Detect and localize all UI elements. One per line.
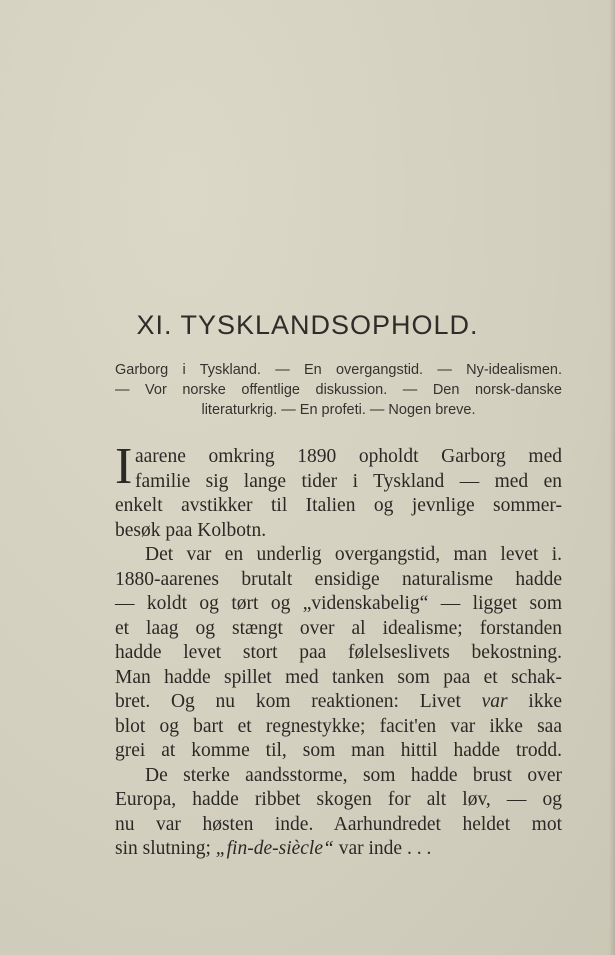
body-text-fragment: ikke	[528, 691, 562, 712]
body-text	[115, 445, 562, 862]
body-text-fragment: var inde . . .	[338, 838, 432, 859]
body-line: familie sig lange tider i Tyskland — med en	[135, 470, 562, 492]
body-line: et laag og stængt over al idealisme; forstanden	[115, 617, 562, 639]
body-line: Europa, hadde ribbet skogen for alt løv, — og	[115, 789, 562, 810]
summary-line: — Vor norske offentlige diskussion. — Den norsk-danske	[115, 382, 562, 398]
summary-line: literaturkrig. — En profeti. — Nogen breve.	[201, 402, 476, 418]
page-edge-shadow	[609, 0, 615, 955]
summary-line: Garborg i Tyskland. — En overgangstid. — Ny-idealismen.	[115, 362, 562, 378]
body-text-fragment: sin slutning;	[115, 838, 211, 859]
body-text-fragment: bret. Og nu kom reaktionen: Livet	[115, 691, 461, 712]
body-line: Det var en underlig overgangstid, man levet i.	[145, 544, 562, 565]
body-line: besøk paa Kolbotn.	[115, 519, 267, 541]
body-line: enkelt avstikker til Italien og jevnlige sommer-	[115, 495, 562, 516]
body-line: blot og bart et regnestykke; facit'en var ikke saa	[115, 715, 562, 737]
chapter-title: XI. TYSKLANDSOPHOLD.	[136, 310, 479, 340]
chapter-summary	[115, 360, 562, 420]
drop-cap: I	[115, 438, 133, 495]
body-line: Man hadde spillet med tanken som paa et schak-	[115, 666, 562, 688]
body-line: nu var høsten inde. Aarhundredet heldet mot	[115, 813, 562, 835]
body-line: grei at komme til, som man hittil hadde trodd.	[115, 740, 562, 761]
body-line: aarene omkring 1890 opholdt Garborg med	[135, 446, 562, 467]
body-line: — koldt og tørt og „videnskabelig“ — ligget som	[115, 593, 562, 614]
emphasis-var: var	[481, 691, 508, 712]
body-line-with-emphasis	[115, 837, 562, 862]
emphasis-fin-de-siecle: „fin-de-siècle“	[215, 838, 334, 859]
body-line: De sterke aandsstorme, som hadde brust over	[145, 764, 562, 786]
body-line-with-emphasis	[115, 690, 562, 715]
body-line: hadde levet stort paa følelseslivets bekostning.	[115, 642, 562, 663]
body-line: 1880-aarenes brutalt ensidige naturalisme hadde	[115, 568, 562, 590]
